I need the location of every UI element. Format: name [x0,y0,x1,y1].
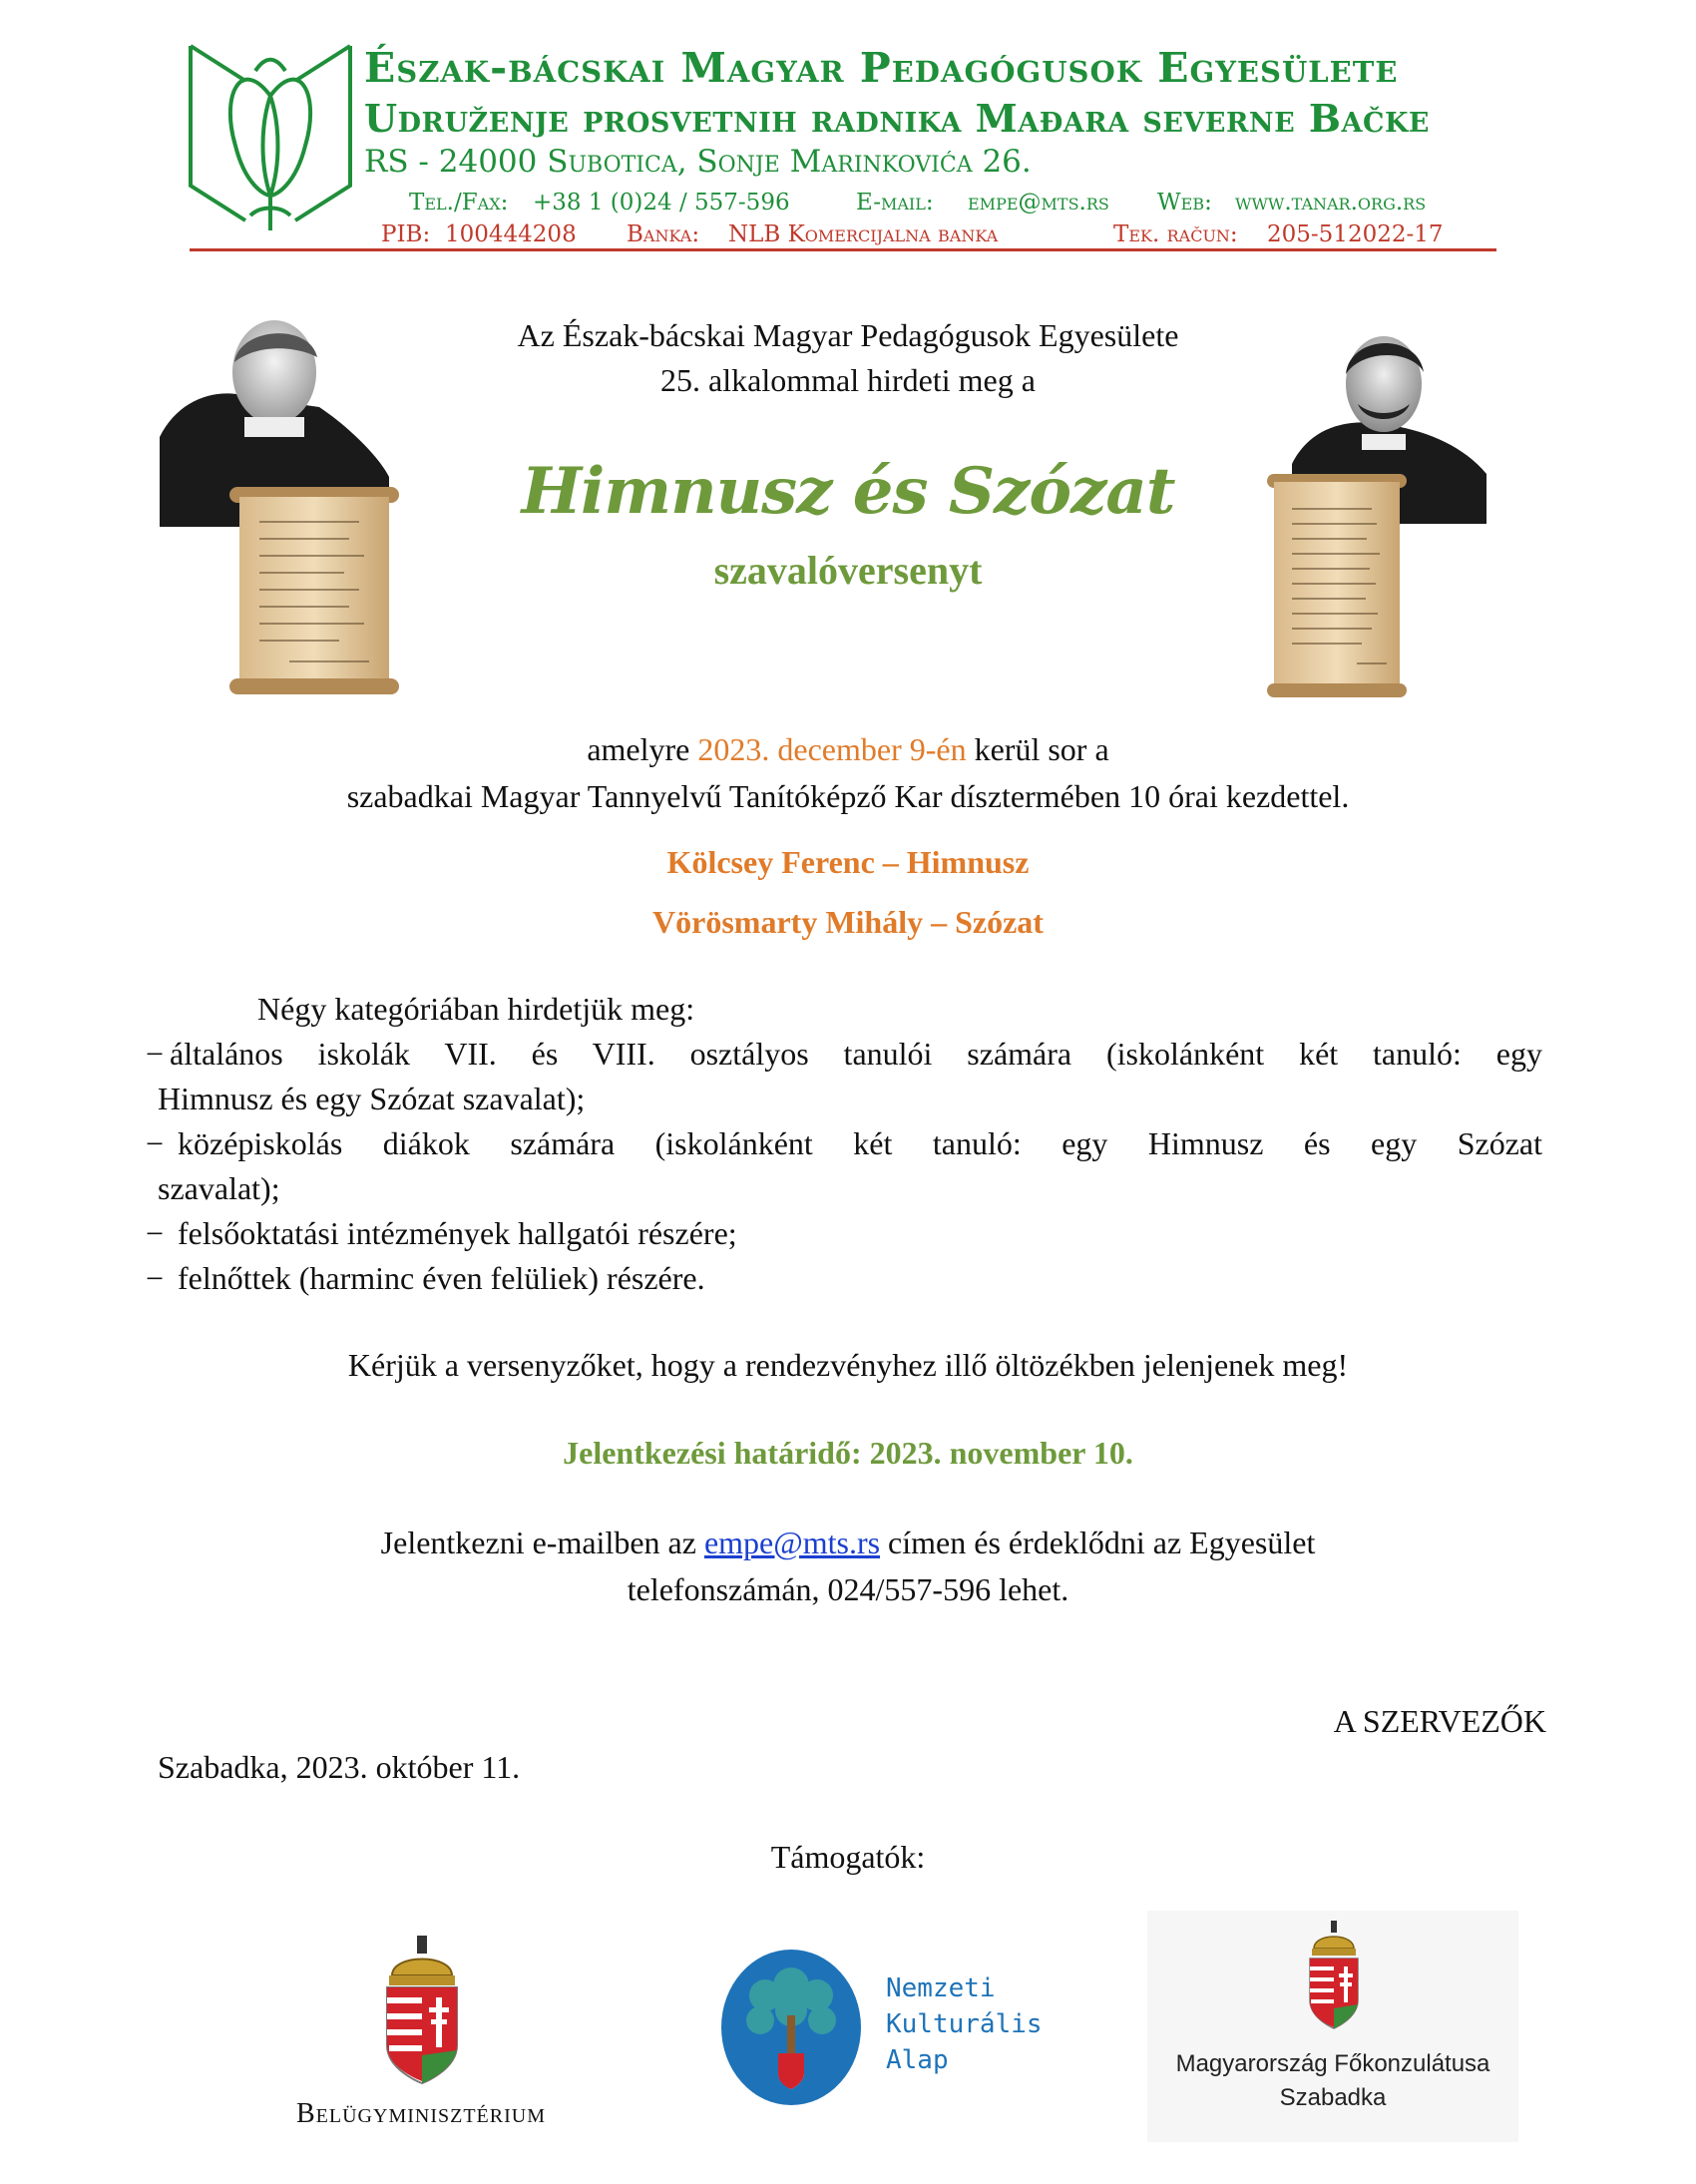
contest-subtitle: szavalóversenyt [713,548,983,593]
list-bullet: − [146,1125,165,1161]
nka-tree-logo-icon [720,1946,862,2107]
pib-label: PIB: [381,221,431,247]
pib-value: 100444208 [445,221,577,247]
email-label: E-mail: [856,190,934,216]
category-2-line-2: szavalat); [158,1170,280,1206]
hungarian-coat-of-arms-icon [377,1936,467,2085]
account-value: 205-512022-17 [1267,221,1444,247]
org-name-hu: Észak-bácskai Magyar Pedagógusok Egyesülete [364,44,1399,92]
poem-himnusz: Kölcsey Ferenc – Himnusz [666,844,1030,880]
apply-line-1 [0,1525,1696,1561]
category-2-line-1: középiskolás diákok számára (iskolánként két tanuló: egy Himnusz és egy Szózat [178,1125,1542,1161]
bank-value: NLB Komercijalna banka [728,221,999,247]
category-4: felnőttek (harminc éven felüliek) részére. [178,1260,705,1296]
registration-deadline: Jelentkezési határidő: 2023. november 10. [563,1435,1133,1471]
category-3: felsőoktatási intézmények hallgatói részére; [178,1215,737,1251]
web-label: Web: [1157,190,1212,216]
email-value[interactable]: empe@mts.rs [968,190,1109,216]
categories-intro: Négy kategóriában hirdetjük meg: [257,991,695,1027]
sponsor-nka [886,1970,1043,2078]
apply-line-2: telefonszámán, 024/557-596 lehet. [627,1571,1069,1607]
association-logo [186,36,355,235]
list-bullet: − [146,1260,165,1296]
apply-prefix: Jelentkezni e-mailben az [380,1525,704,1560]
contest-title: Himnusz és Szózat [521,454,1175,529]
letterhead-divider [190,248,1496,251]
account-label: Tek. račun: [1113,221,1238,247]
event-date: 2023. december 9-én [697,731,967,767]
poem-szozat: Vörösmarty Mihály – Szózat [652,904,1044,940]
web-value[interactable]: www.tanar.org.rs [1235,190,1427,216]
apply-suffix: címen és érdeklődni az Egyesület [880,1525,1316,1560]
nka-line-2: Kulturális [886,2009,1043,2039]
org-name-sr: Udruženje prosvetnih radnika Mađara severne Bačke [364,96,1430,141]
list-bullet: − [146,1215,165,1251]
tel-value: +38 1 (0)24 / 557-596 [533,190,790,216]
org-address: RS - 24000 Subotica, Sonje Marinkovića 26. [364,144,1032,180]
hungarian-coat-of-arms-small-icon [1304,1921,1364,2032]
consulate-line-1: Magyarország Főkonzulátusa [1175,2050,1490,2077]
sponsor-consulate [1147,2047,1518,2115]
date-suffix: kerül sor a [966,731,1109,767]
organizers-signature: A SZERVEZŐK [1333,1703,1546,1739]
nka-line-3: Alap [886,2045,949,2075]
consulate-line-2: Szabadka [1279,2084,1387,2111]
nka-line-1: Nemzeti [886,1973,996,2003]
sponsor-belugyminiszterium: Belügyminisztérium [296,2098,546,2129]
intro-line-2: 25. alkalommal hirdeti meg a [660,362,1036,398]
category-1-line-1: általános iskolák VII. és VIII. osztályos tanulói számára (iskolánként két tanuló: egy [170,1036,1542,1072]
category-1-line-2: Himnusz és egy Szózat szavalat); [158,1081,586,1116]
place-and-date: Szabadka, 2023. október 11. [158,1749,521,1785]
venue-line: szabadkai Magyar Tannyelvű Tanítóképző Kar dísztermében 10 órai kezdettel. [346,778,1350,814]
list-bullet: − [146,1036,165,1072]
date-prefix: amelyre [587,731,698,767]
date-line [0,731,1696,768]
email-link[interactable]: empe@mts.rs [703,1525,881,1560]
intro-line-1: Az Észak-bácskai Magyar Pedagógusok Egyesülete [517,317,1179,353]
sponsors-label: Támogatók: [770,1839,926,1875]
tel-label: Tel./Fax: [409,190,509,216]
bank-label: Banka: [627,221,700,247]
dress-code-note: Kérjük a versenyzőket, hogy a rendezvényhez illő öltözékben jelenjenek meg! [347,1347,1349,1383]
